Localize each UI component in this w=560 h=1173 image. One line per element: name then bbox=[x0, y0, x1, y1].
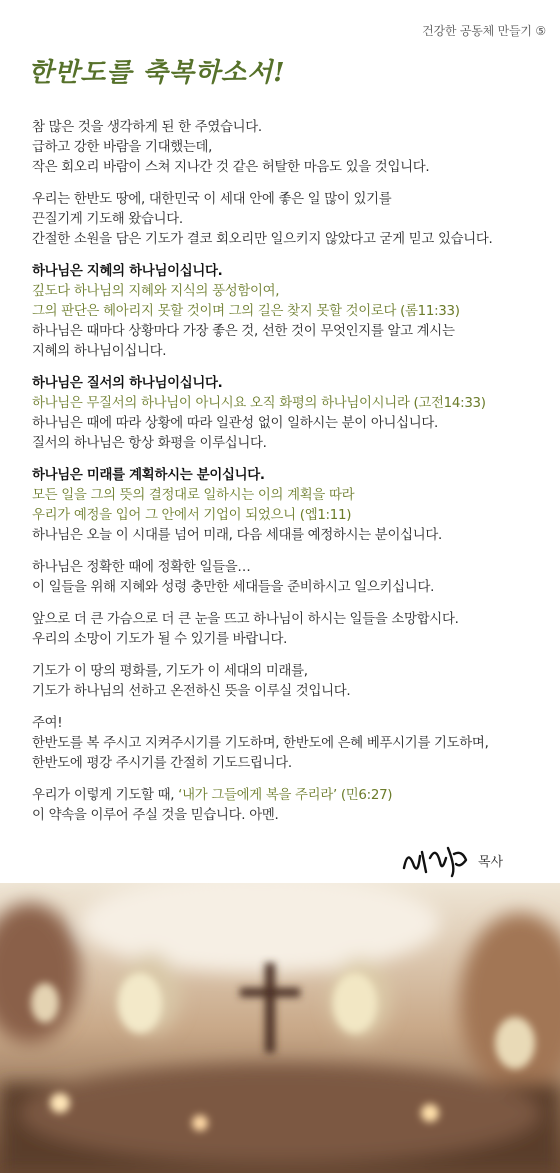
text-line: 한반도를 복 주시고 지켜주시기를 기도하며, 한반도에 은혜 베푸시기를 기도하며, bbox=[32, 736, 489, 751]
paragraph bbox=[32, 714, 542, 774]
scripture-quote: ‘내가 그들에게 복을 주리라’ (민6:27) bbox=[178, 788, 393, 803]
church-interior-photo bbox=[0, 883, 560, 1173]
text-line: 주여! bbox=[32, 716, 63, 731]
text-line: 지혜의 하나님이십니다. bbox=[32, 344, 167, 359]
scripture-line: 우리가 예정을 입어 그 안에서 기업이 되었으니 (엡1:11) bbox=[32, 508, 352, 523]
pastor-title: 목사 bbox=[478, 854, 504, 870]
article-body bbox=[32, 118, 542, 838]
scripture-line: 그의 판단은 헤아리지 못할 것이며 그의 길은 찾지 못할 것이로다 (롬11:33) bbox=[32, 304, 460, 319]
closing-amen-line: 이 약속을 이루어 주실 것을 믿습니다. 아멘. bbox=[32, 808, 279, 823]
paragraph bbox=[32, 662, 542, 702]
text-line: 하나님은 정확한 때에 정확한 일들을… bbox=[32, 560, 251, 575]
text-line: 하나님은 때에 따라 상황에 따라 일관성 없이 일하시는 분이 아니십니다. bbox=[32, 416, 438, 431]
text-line: 질서의 하나님은 항상 화평을 이루십니다. bbox=[32, 436, 267, 451]
scripture-line: 하나님은 무질서의 하나님이 아니시요 오직 화평의 하나님이시니라 (고전14:33) bbox=[32, 396, 486, 411]
paragraph bbox=[32, 262, 542, 362]
paragraph bbox=[32, 610, 542, 650]
text-line: 한반도에 평강 주시기를 간절히 기도드립니다. bbox=[32, 756, 292, 771]
text-line: 간절한 소원을 담은 기도가 결코 회오리만 일으키지 않았다고 굳게 믿고 있습니다. bbox=[32, 232, 493, 247]
scripture-line: 깊도다 하나님의 지혜와 지식의 풍성함이여, bbox=[32, 284, 280, 299]
text-line: 작은 회오리 바람이 스쳐 지나간 것 같은 허탈한 마음도 있을 것입니다. bbox=[32, 160, 430, 175]
section-heading: 하나님은 질서의 하나님이십니다. bbox=[32, 376, 223, 391]
text-line: 하나님은 때마다 상황마다 가장 좋은 것, 선한 것이 무엇인지를 알고 계시는 bbox=[32, 324, 455, 339]
text-line: 앞으로 더 큰 가슴으로 더 큰 눈을 뜨고 하나님이 하시는 일들을 소망합시다. bbox=[32, 612, 459, 627]
text-line: 하나님은 오늘 이 시대를 넘어 미래, 다음 세대를 예정하시는 분이십니다. bbox=[32, 528, 442, 543]
section-heading: 하나님은 지혜의 하나님이십니다. bbox=[32, 264, 223, 279]
signature-block bbox=[400, 838, 503, 882]
text-line: 기도가 하나님의 선하고 온전하신 뜻을 이루실 것입니다. bbox=[32, 684, 351, 699]
paragraph bbox=[32, 374, 542, 454]
closing-prefix: 우리가 이렇게 기도할 때, bbox=[32, 788, 179, 803]
text-line: 우리는 한반도 땅에, 대한민국 이 세대 안에 좋은 일 많이 있기를 bbox=[32, 192, 392, 207]
text-line: 급하고 강한 바람을 기대했는데, bbox=[32, 140, 213, 155]
closing-paragraph bbox=[32, 786, 542, 826]
paragraph bbox=[32, 558, 542, 598]
paragraph bbox=[32, 190, 542, 250]
text-line: 끈질기게 기도해 왔습니다. bbox=[32, 212, 183, 227]
closing-line bbox=[32, 786, 542, 806]
handwritten-signature bbox=[400, 838, 470, 882]
page-title: 한반도를 축복하소서! bbox=[28, 58, 286, 88]
text-line: 우리의 소망이 기도가 될 수 있기를 바랍니다. bbox=[32, 632, 288, 647]
text-line: 참 많은 것을 생각하게 된 한 주였습니다. bbox=[32, 120, 262, 135]
section-heading: 하나님은 미래를 계획하시는 분이십니다. bbox=[32, 468, 265, 483]
text-line: 이 일들을 위해 지혜와 성령 충만한 세대들을 준비하시고 일으키십니다. bbox=[32, 580, 435, 595]
series-tag: 건강한 공동체 만들기 ⑤ bbox=[422, 24, 546, 38]
scripture-line: 모든 일을 그의 뜻의 결정대로 일하시는 이의 계획을 따라 bbox=[32, 488, 355, 503]
text-line: 기도가 이 땅의 평화를, 기도가 이 세대의 미래를, bbox=[32, 664, 308, 679]
paragraph bbox=[32, 466, 542, 546]
paragraph bbox=[32, 118, 542, 178]
